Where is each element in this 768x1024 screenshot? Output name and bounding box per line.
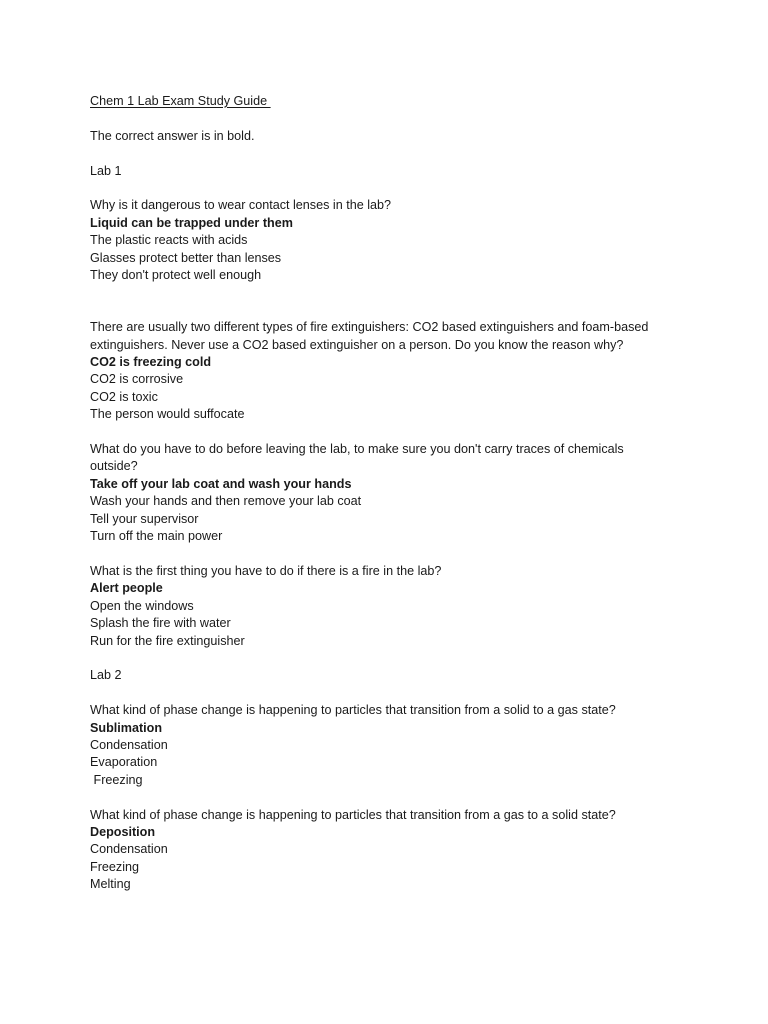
answer-option: Open the windows xyxy=(90,598,194,613)
question-text: What kind of phase change is happening to particles that transition from a gas to a solid state? xyxy=(90,807,616,822)
question-text: There are usually two different types of fire extinguishers: CO2 based extinguishers and foam-based extinguishers. Never use a CO2 based extinguisher on a person. Do you know the reason why? xyxy=(90,320,652,352)
correct-answer: Deposition xyxy=(90,824,156,839)
question-text: What kind of phase change is happening to particles that transition from a solid to a gas state? xyxy=(90,703,616,718)
question-block xyxy=(90,702,690,789)
section-heading-lab-2: Lab 2 xyxy=(90,668,122,683)
answer-option: Condensation xyxy=(90,737,168,752)
answer-option: Run for the fire extinguisher xyxy=(90,633,245,648)
correct-answer: CO2 is freezing cold xyxy=(90,355,212,370)
question-block xyxy=(90,197,690,284)
answer-option: Evaporation xyxy=(90,755,158,770)
document-page xyxy=(90,93,690,894)
correct-answer: Alert people xyxy=(90,581,163,596)
answer-option: CO2 is corrosive xyxy=(90,372,184,387)
correct-answer: Sublimation xyxy=(90,720,163,735)
intro-text: The correct answer is in bold. xyxy=(90,128,255,143)
answer-option: CO2 is toxic xyxy=(90,389,158,404)
answer-option: Condensation xyxy=(90,842,168,857)
question-block xyxy=(90,441,690,545)
correct-answer: Liquid can be trapped under them xyxy=(90,215,293,230)
question-block xyxy=(90,563,690,650)
answer-option: The plastic reacts with acids xyxy=(90,233,248,248)
answer-option: Freezing xyxy=(90,859,139,874)
answer-option: Freezing xyxy=(90,772,143,787)
answer-option: Tell your supervisor xyxy=(90,511,199,526)
question-block xyxy=(90,319,690,423)
question-block xyxy=(90,807,690,894)
question-text: Why is it dangerous to wear contact lenses in the lab? xyxy=(90,198,392,213)
correct-answer: Take off your lab coat and wash your hands xyxy=(90,476,352,491)
answer-option: Glasses protect better than lenses xyxy=(90,250,282,265)
answer-option: They don't protect well enough xyxy=(90,268,262,283)
answer-option: Melting xyxy=(90,877,131,892)
section-heading-lab-1: Lab 1 xyxy=(90,163,122,178)
answer-option: Turn off the main power xyxy=(90,529,223,544)
answer-option: Splash the fire with water xyxy=(90,616,231,631)
document-title: Chem 1 Lab Exam Study Guide xyxy=(90,94,271,108)
question-text: What is the first thing you have to do if there is a fire in the lab? xyxy=(90,563,442,578)
answer-option: The person would suffocate xyxy=(90,407,245,422)
question-text: What do you have to do before leaving the lab, to make sure you don't carry traces of chemicals outside? xyxy=(90,442,628,474)
answer-option: Wash your hands and then remove your lab coat xyxy=(90,494,362,509)
